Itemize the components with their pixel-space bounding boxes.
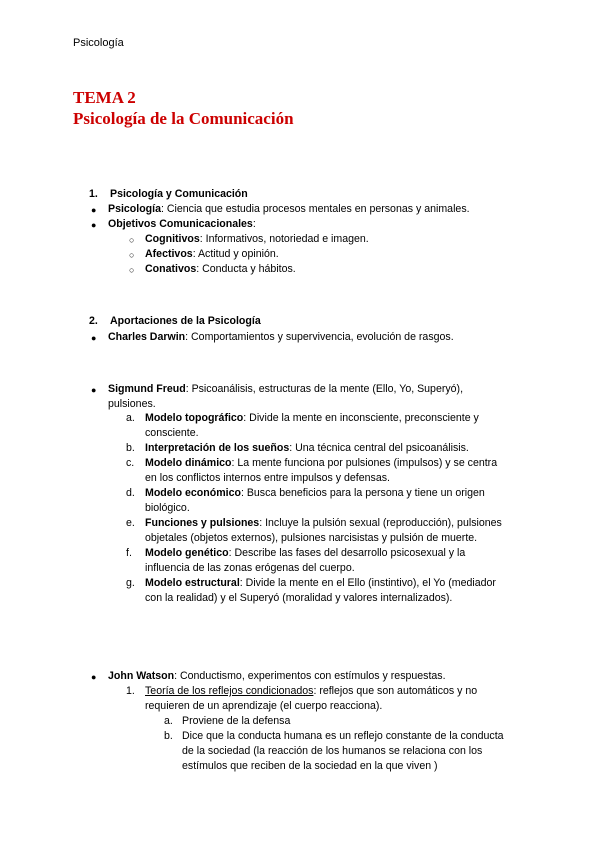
bullet-icon: ●: [91, 385, 97, 395]
list-item: Conativos: Conducta y hábitos.: [145, 263, 296, 275]
list-item: Modelo dinámico: La mente funciona por pulsiones (impulsos) y se centra: [145, 457, 498, 469]
page-subtitle: Psicología de la Comunicación: [73, 109, 294, 128]
list-item-continuation: objetales (objetos externos), pulsiones narcisistas y pulsión de muerte.: [145, 532, 478, 544]
list-marker: b.: [126, 442, 135, 454]
list-item: Interpretación de los sueños: Una técnica central del psicoanálisis.: [145, 442, 469, 454]
bullet-icon: ●: [91, 220, 97, 230]
list-item-continuation: biológico.: [145, 502, 190, 514]
list-item-continuation: consciente.: [145, 427, 199, 439]
list-item: Modelo topográfico: Divide la mente en inconsciente, preconsciente y: [145, 412, 479, 424]
list-marker: g.: [126, 577, 135, 589]
list-item: Modelo económico: Busca beneficios para la persona y tiene un origen: [145, 487, 485, 499]
list-item-continuation: estímulos que reciben de la sociedad en la que viven ): [182, 760, 438, 772]
section-heading: Aportaciones de la Psicología: [110, 315, 261, 327]
bullet-icon: ●: [91, 333, 97, 343]
list-item: Objetivos Comunicacionales:: [108, 218, 256, 230]
list-item: John Watson: Conductismo, experimentos con estímulos y respuestas.: [108, 670, 446, 682]
list-item-continuation: requieren de un aprendizaje (el cuerpo reacciona).: [145, 700, 383, 712]
list-item: Modelo genético: Describe las fases del desarrollo psicosexual y la: [145, 547, 466, 559]
list-marker: c.: [126, 457, 135, 469]
list-item: Proviene de la defensa: [182, 715, 291, 727]
section-number: 1.: [89, 188, 98, 200]
list-marker: d.: [126, 487, 135, 499]
list-item-continuation: de la sociedad (la reacción de los humanos se relaciona con los: [182, 745, 483, 757]
list-marker: b.: [164, 730, 173, 742]
list-item: Cognitivos: Informativos, notoriedad e imagen.: [145, 233, 369, 245]
list-item: Sigmund Freud: Psicoanálisis, estructuras de la mente (Ello, Yo, Superyó),: [108, 383, 464, 395]
list-item-continuation: con la realidad) y el Superyó (moralidad y valores internalizados).: [145, 592, 453, 604]
section-heading: Psicología y Comunicación: [110, 188, 248, 200]
bullet-icon: ●: [91, 205, 97, 215]
list-item: Afectivos: Actitud y opinión.: [145, 248, 279, 260]
hollow-bullet-icon: ○: [129, 265, 135, 275]
list-marker: 1.: [126, 685, 135, 697]
list-item-continuation: pulsiones.: [108, 398, 156, 410]
list-item: Teoría de los reflejos condicionados: reflejos que son automáticos y no: [145, 685, 478, 697]
list-item: Psicología: Ciencia que estudia procesos mentales en personas y animales.: [108, 203, 470, 215]
list-marker: a.: [126, 412, 135, 424]
hollow-bullet-icon: ○: [129, 250, 135, 260]
list-marker: a.: [164, 715, 173, 727]
list-item: Dice que la conducta humana es un reflejo constante de la conducta: [182, 730, 504, 742]
list-item: Charles Darwin: Comportamientos y supervivencia, evolución de rasgos.: [108, 331, 454, 343]
list-item-continuation: influencia de las zonas erógenas del cuerpo.: [145, 562, 355, 574]
list-marker: f.: [126, 547, 132, 559]
bullet-icon: ●: [91, 672, 97, 682]
section-number: 2.: [89, 315, 98, 327]
list-item: Modelo estructural: Divide la mente en el Ello (instintivo), el Yo (mediador: [145, 577, 496, 589]
hollow-bullet-icon: ○: [129, 235, 135, 245]
list-marker: e.: [126, 517, 135, 529]
page-title: TEMA 2: [73, 88, 136, 107]
page-header: Psicología: [73, 37, 124, 49]
list-item-continuation: en los conflictos internos entre impulsos y defensas.: [145, 472, 390, 484]
list-item: Funciones y pulsiones: Incluye la pulsión sexual (reproducción), pulsiones: [145, 517, 502, 529]
